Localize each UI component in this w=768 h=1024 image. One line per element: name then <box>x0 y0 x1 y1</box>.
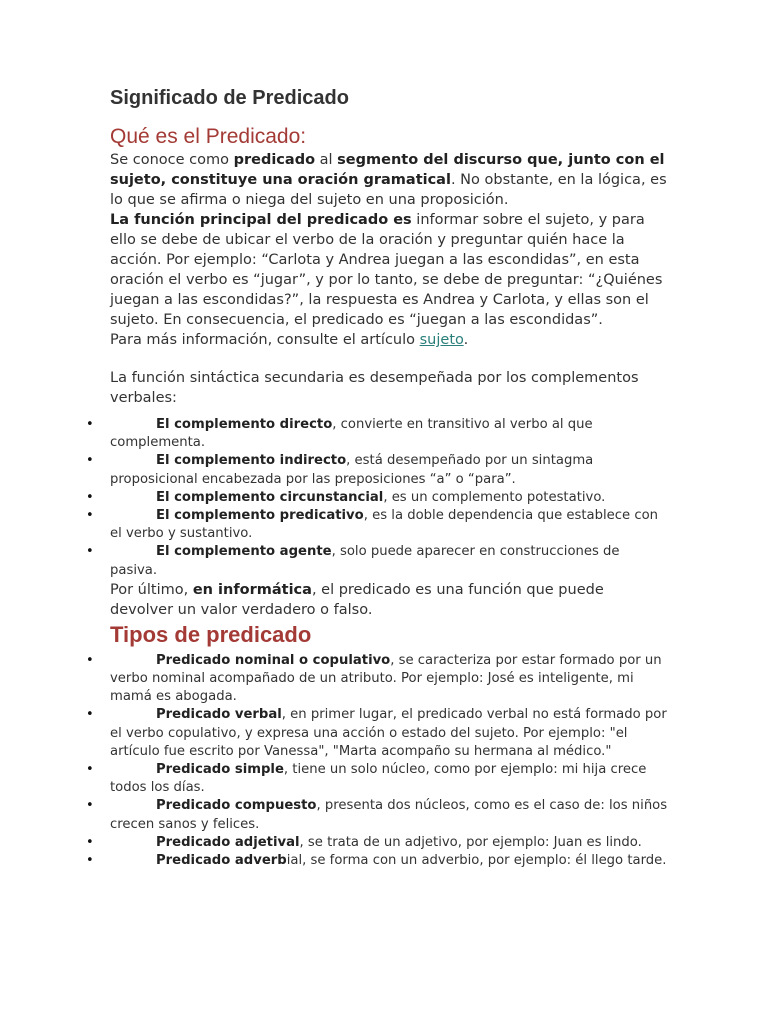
section-heading-que-es: Qué es el Predicado: <box>110 125 307 148</box>
bullet-icon: • <box>86 453 94 469</box>
list-item: • Predicado adverbial, se forma con un adverbio, por ejemplo: él llego tarde. <box>110 852 670 870</box>
paragraph-funcion-secundaria: La función sintáctica secundaria es desempeñada por los complementos verbales: <box>110 370 639 406</box>
bullet-icon: • <box>86 652 94 668</box>
sujeto-link[interactable]: sujeto <box>419 332 464 348</box>
document-page <box>86 84 670 870</box>
paragraph-definition: Se conoce como predicado al segmento del discurso que, junto con el sujeto, constituye una oración gramatical. No obstante, en la lógica, es lo que se afirma o niega del sujeto en una proposición. <box>110 152 667 208</box>
list-item: • Predicado simple, tiene un solo núcleo, como por ejemplo: mi hija crece todos los días. <box>86 762 647 796</box>
list-item: • El complemento circunstancial, es un complemento potestativo. <box>110 489 670 507</box>
bullet-icon: • <box>86 707 94 723</box>
tipos-list <box>86 652 670 870</box>
paragraph-informatica: Por último, en informática, el predicado es una función que puede devolver un valor verdadero o falso. <box>110 581 604 618</box>
section-heading-tipos: Tipos de predicado <box>110 621 312 647</box>
list-item: • El complemento directo, convierte en transitivo al verbo al que complementa. <box>86 417 593 451</box>
page-title: Significado de Predicado <box>110 87 349 109</box>
bullet-icon: • <box>86 853 94 869</box>
bullet-icon: • <box>86 544 94 560</box>
bullet-icon: • <box>86 834 94 850</box>
list-item: • El complemento agente, solo puede aparecer en construcciones de pasiva. <box>86 544 620 578</box>
bullet-icon: • <box>86 762 94 778</box>
bullet-icon: • <box>86 489 94 505</box>
list-item: • Predicado adjetival, se trata de un adjetivo, por ejemplo: Juan es lindo. <box>110 834 670 852</box>
complementos-list <box>86 416 670 580</box>
bullet-icon: • <box>86 798 94 814</box>
paragraph-more-info: Para más información, consulte el artículo sujeto. <box>110 332 469 348</box>
bullet-icon: • <box>86 508 94 524</box>
list-item: • El complemento indirecto, está desempeñado por un sintagma proposicional encabezada por las preposiciones “a” o “para”. <box>86 453 594 487</box>
list-item: • Predicado nominal o copulativo, se caracteriza por estar formado por un verbo nominal acompañado de un atributo. Por ejemplo: José es inteligente, mi mamá es abogada. <box>86 652 662 705</box>
bullet-icon: • <box>86 417 94 432</box>
list-item: • Predicado compuesto, presenta dos núcleos, como es el caso de: los niños crecen sanos y felices. <box>86 798 668 832</box>
list-item: • El complemento predicativo, es la doble dependencia que establece con el verbo y sustantivo. <box>86 508 659 542</box>
list-item: • Predicado verbal, en primer lugar, el predicado verbal no está formado por el verbo copulativo, y expresa una acción o estado del sujeto. Por ejemplo: "el artículo fue escrito por Vanessa", "Marta acompaño su hermana al médico." <box>86 707 667 759</box>
paragraph-funcion-principal: La función principal del predicado es informar sobre el sujeto, y para ello se debe de ubicar el verbo de la oración y preguntar quién hace la acción. Por ejemplo: “Carlota y Andrea juegan a las escondidas”, en esta oración el verbo es “jugar”, y por lo tanto, se debe de preguntar: “¿Quiénes juegan a las escondidas?”, la respuesta es Andrea y Carlota, y ellas son el sujeto. En consecuencia, el predicado es “juegan a las escondidas”. <box>110 212 663 328</box>
